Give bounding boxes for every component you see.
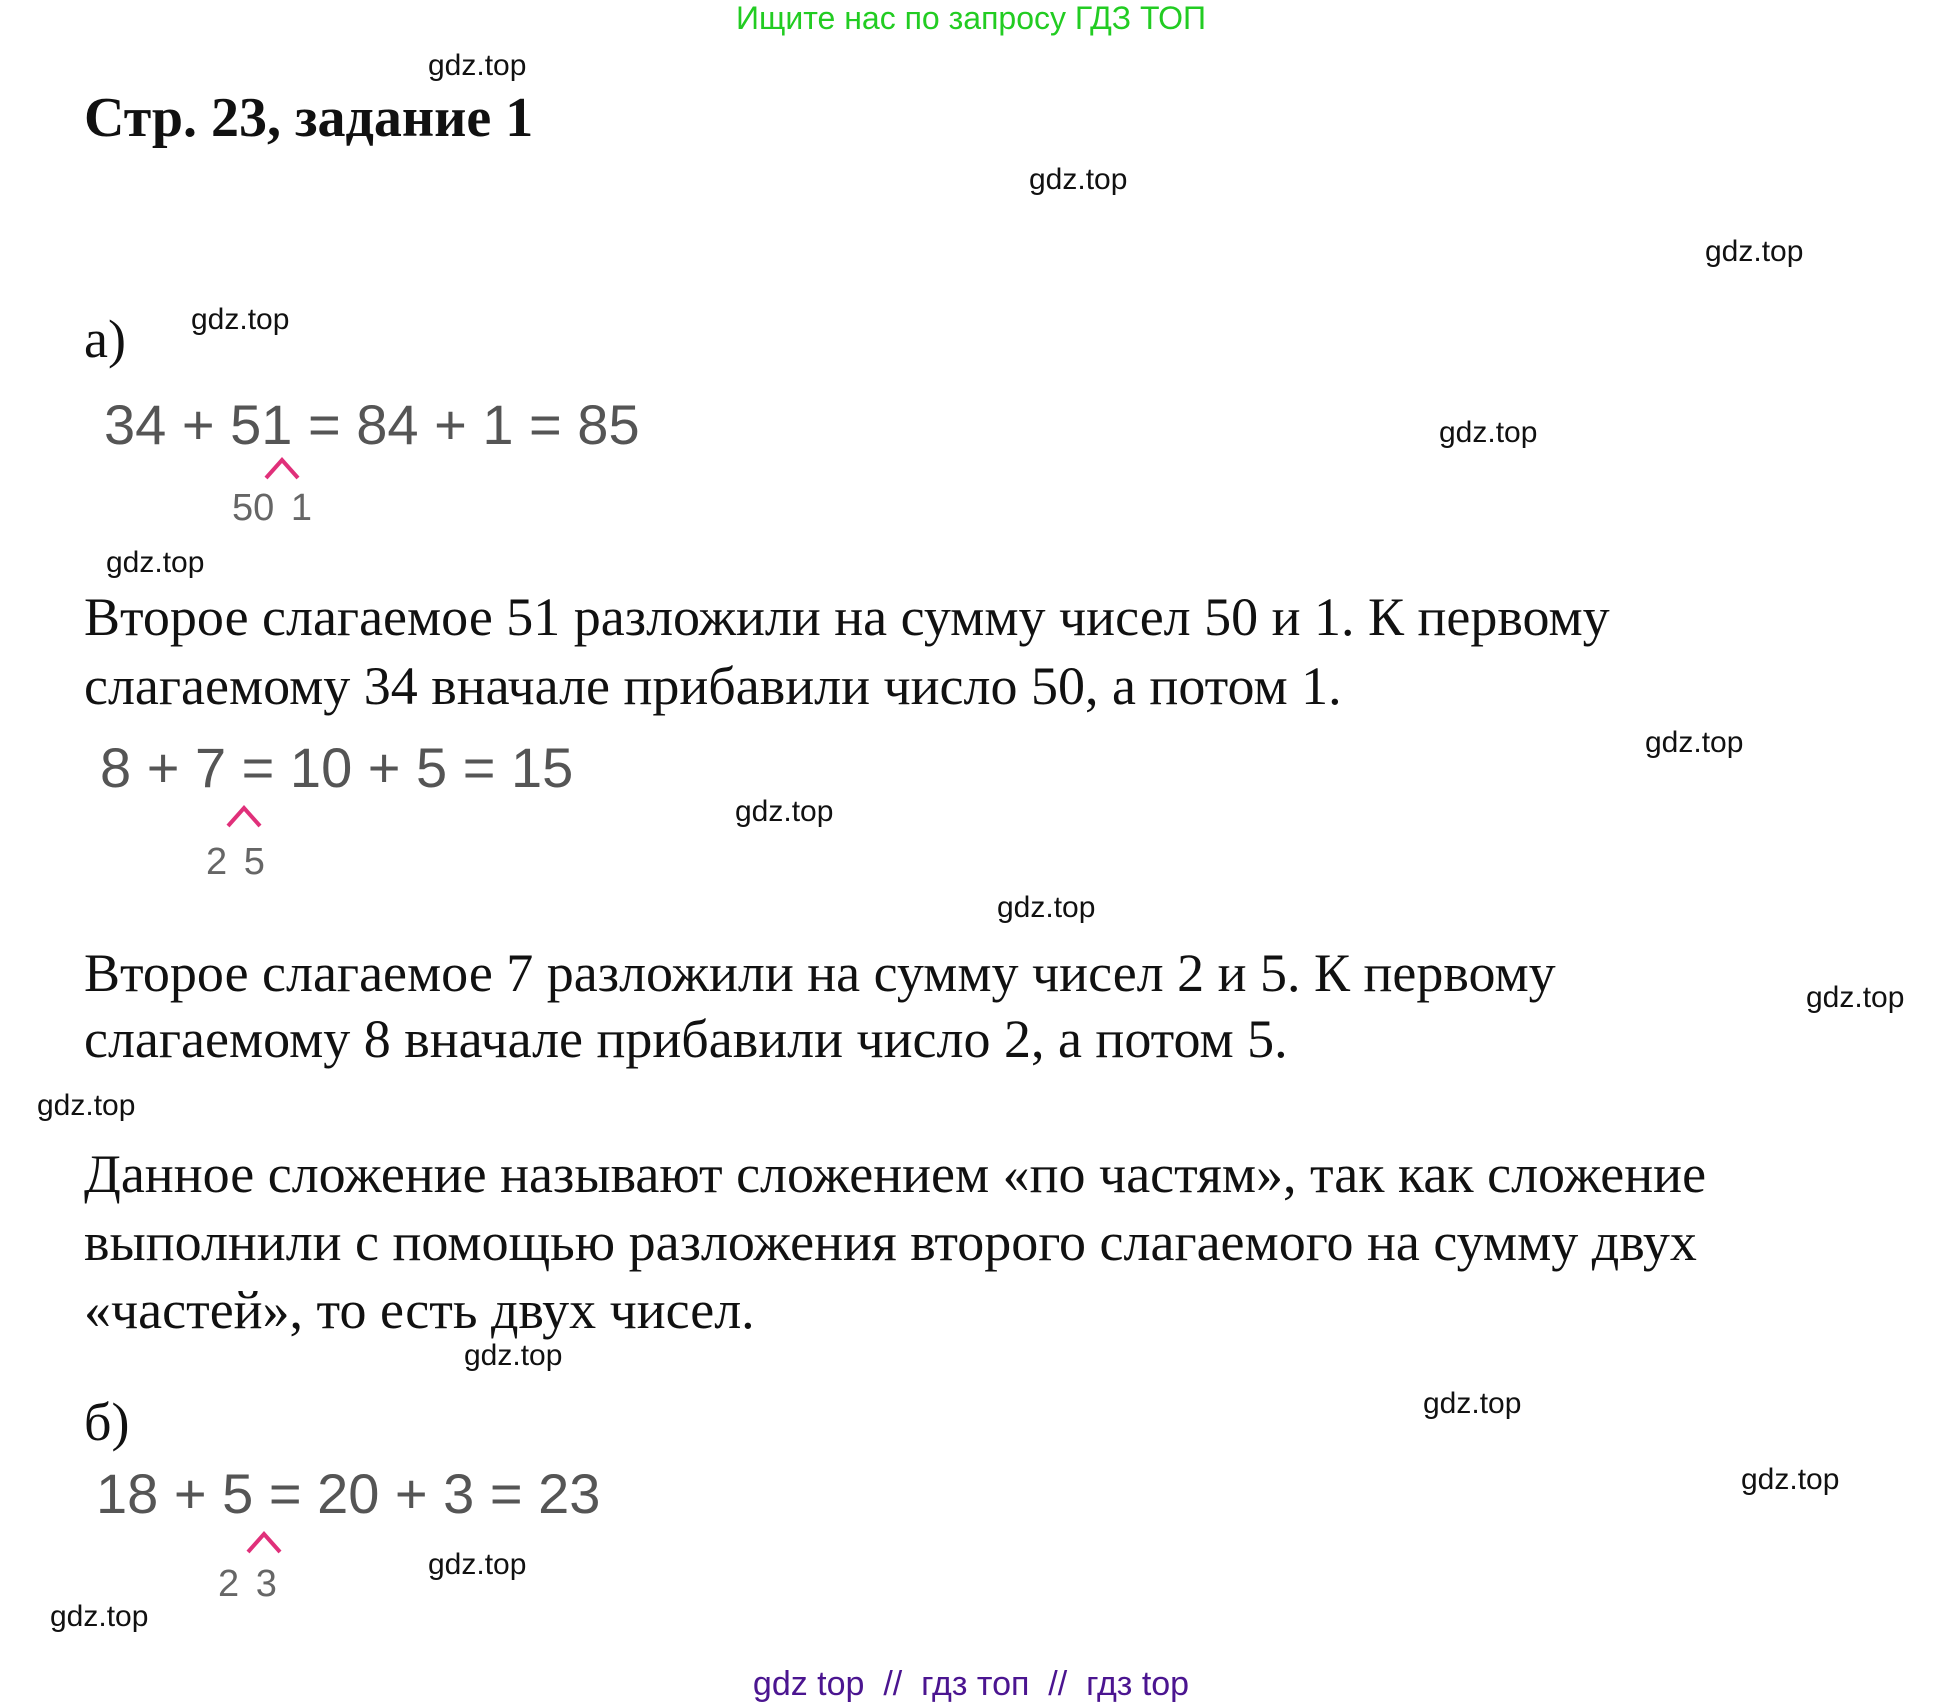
footer-links[interactable]: gdz top // гдз топ // гдз top — [752, 1665, 1190, 1703]
part-b-label: б) — [84, 1392, 130, 1452]
paragraph-3-line-2: выполнили с помощью разложения второго слагаемого на сумму двух — [84, 1212, 1697, 1272]
watermark: gdz.top — [106, 546, 205, 579]
paragraph-2-line-2: слагаемому 8 вначале прибавили число 2, а потом 5. — [84, 1009, 1288, 1069]
watermark: gdz.top — [1645, 726, 1744, 759]
page-title: Стр. 23, задание 1 — [84, 87, 534, 149]
watermark: gdz.top — [1741, 1463, 1840, 1496]
watermark: gdz.top — [1029, 163, 1128, 196]
watermark: gdz.top — [37, 1089, 136, 1122]
equation-1: 34 + 51 = 84 + 1 = 85 — [104, 393, 640, 456]
watermark: gdz.top — [735, 795, 834, 828]
watermark: gdz.top — [428, 49, 527, 82]
paragraph-1-line-2: слагаемому 34 вначале прибавили число 50, а потом 1. — [84, 656, 1342, 716]
decomposition-caret-icon — [224, 804, 264, 828]
paragraph-2-line-1: Второе слагаемое 7 разложили на сумму чисел 2 и 5. К первому — [84, 943, 1556, 1003]
watermark: gdz.top — [1806, 981, 1905, 1014]
equation-2: 8 + 7 = 10 + 5 = 15 — [100, 736, 574, 799]
watermark: gdz.top — [997, 891, 1096, 924]
decomposition-caret-icon — [262, 456, 302, 480]
watermark: gdz.top — [464, 1339, 563, 1372]
paragraph-3-line-1: Данное сложение называют сложением «по частям», так как сложение — [84, 1144, 1707, 1204]
watermark: gdz.top — [428, 1548, 527, 1581]
part-a-label: а) — [84, 309, 126, 369]
watermark: gdz.top — [1439, 416, 1538, 449]
watermark: gdz.top — [191, 303, 290, 336]
equation-3-parts: 2 3 — [218, 1563, 277, 1605]
equation-2-parts: 2 5 — [206, 841, 265, 883]
watermark: gdz.top — [50, 1600, 149, 1633]
equation-1-parts: 50 1 — [232, 487, 312, 529]
watermark: gdz.top — [1705, 235, 1804, 268]
watermark: gdz.top — [1423, 1387, 1522, 1420]
paragraph-3-line-3: «частей», то есть двух чисел. — [84, 1280, 755, 1340]
search-banner: Ищите нас по запросу ГДЗ ТОП — [736, 0, 1206, 36]
equation-3: 18 + 5 = 20 + 3 = 23 — [96, 1462, 601, 1525]
decomposition-caret-icon — [244, 1530, 284, 1554]
paragraph-1-line-1: Второе слагаемое 51 разложили на сумму чисел 50 и 1. К первому — [84, 587, 1610, 647]
